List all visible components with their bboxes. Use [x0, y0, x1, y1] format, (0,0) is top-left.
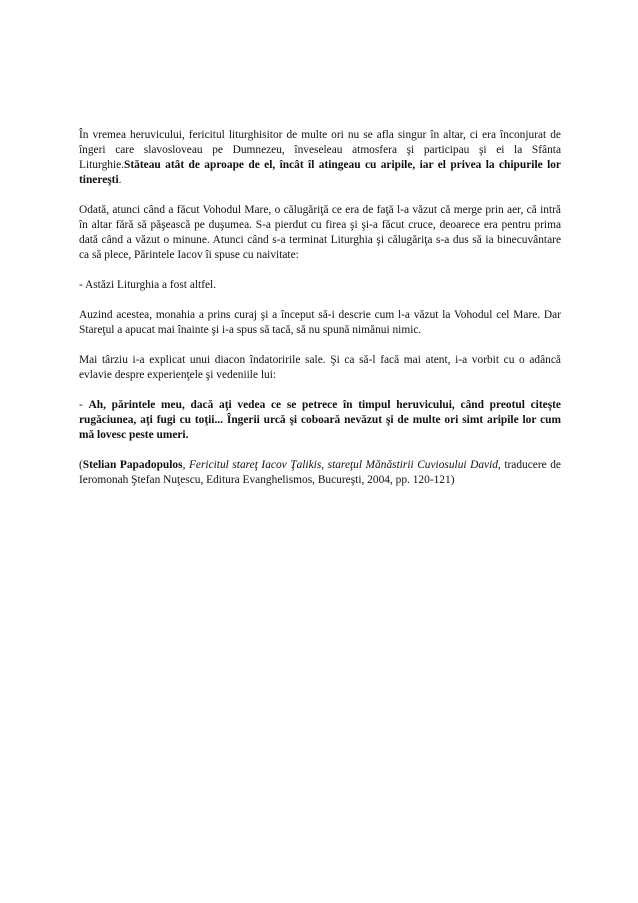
- paragraph-diacon: Mai târziu i-a explicat unui diacon îndatoririle sale. Şi ca să-l facă mai atent, i-a vorbit cu o adâncă evlavie despre experienţele şi vedeniile lui:: [79, 354, 561, 381]
- paragraph-quote-liturgy: - Astăzi Liturghia a fost altfel.: [79, 279, 217, 291]
- citation-rest: , traducere de Ieromonah Ştefan Nuţescu, Editura Evanghelismos, Bucureşti, 2004, pp. 120-121): [79, 459, 561, 486]
- citation: [79, 458, 561, 488]
- paragraph-intro: [79, 128, 561, 188]
- citation-title: Fericitul stareţ Iacov Ţalikis, stareţul Mănăstirii Cuviosului David: [188, 459, 498, 471]
- paragraph-intro-end: .: [118, 174, 122, 186]
- quote-bold-text: Ah, părintele meu, dacă aţi vedea ce se petrece în timpul heruvicului, când preotul citeşte rugăciunea, aţi fugi cu toţii... Îngerii urcă şi coboară nevăzut şi de multe ori simt aripile lor cum mă lovesc peste umeri.: [79, 399, 561, 441]
- paragraph-intro-bold: Stăteau atât de aproape de el, încât îl atingeau cu aripile, iar el privea la chipurile lor tinereşti: [79, 159, 561, 186]
- citation-author: Stelian Papadopulos: [82, 459, 183, 471]
- paragraph-intro-text: În vremea heruvicului, fericitul liturghisitor de multe ori nu se afla singur în altar, ci era înconjurat de îngeri care slavosloveau pe Dumnezeu, înveseleau atmosfera şi participau şi ei la Sfânta Liturghie.: [79, 129, 561, 171]
- quote-dash: -: [79, 399, 89, 411]
- paragraph-vohod: Odată, atunci când a făcut Vohodul Mare, o călugăriţă ce era de faţă l-a văzut că merge prin aer, că intră în altar fără să păşească pe duşumea. S-a pierdut cu firea şi şi-a făcut cruce, deoarece era pentru prima dată când a văzut o minune. Atunci când s-a terminat Liturghia şi călugăriţa s-a dus să ia binecuvântare ca să plece, Părintele Iacov îi spuse cu naivitate:: [79, 204, 561, 261]
- document-body: [79, 128, 561, 503]
- paragraph-angels-quote: [79, 398, 561, 443]
- paragraph-monahia: Auzind acestea, monahia a prins curaj şi a început să-i descrie cum l-a văzut la Vohodul cel Mare. Dar Stareţul a apucat mai înainte şi i-a spus să tacă, să nu spună nimănui nimic.: [79, 309, 561, 336]
- citation-sep: ,: [182, 459, 189, 471]
- citation-open: (: [79, 459, 83, 471]
